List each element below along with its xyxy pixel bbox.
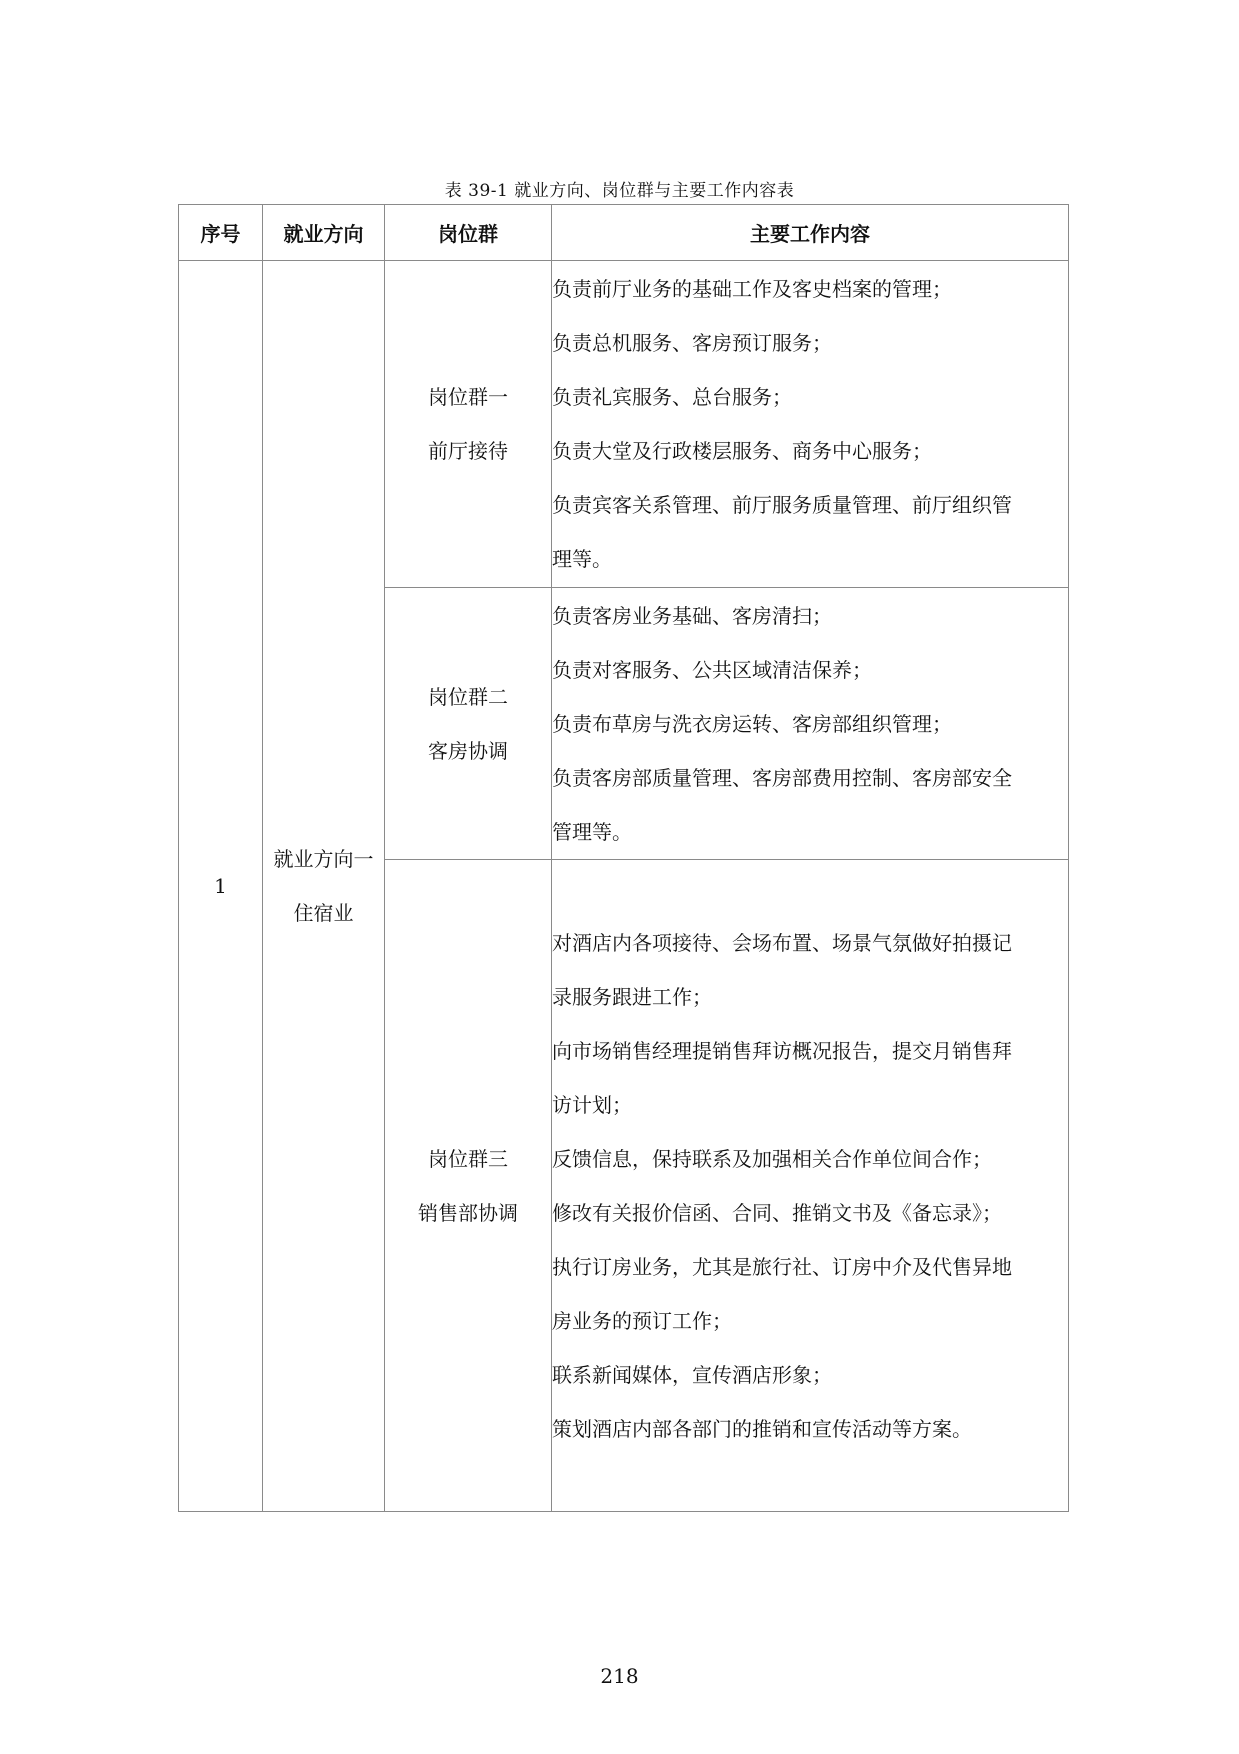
content-line: 访计划；	[552, 1092, 632, 1117]
group-cell	[385, 588, 552, 860]
header-row	[179, 205, 1069, 261]
header-content: 主要工作内容	[552, 205, 1069, 261]
content-line: 联系新闻媒体，宣传酒店形象；	[552, 1362, 832, 1387]
group-name-line: 岗位群一	[428, 385, 508, 409]
content-line: 反馈信息，保持联系及加强相关合作单位间合作；	[552, 1146, 992, 1171]
content-line: 理等。	[552, 547, 612, 571]
content-line: 负责总机服务、客房预订服务；	[552, 331, 832, 355]
content-line: 对酒店内各项接待、会场布置、场景气氛做好拍摄记	[552, 930, 1012, 955]
content-cell	[552, 588, 1069, 860]
content-line: 负责客房业务基础、客房清扫；	[552, 603, 832, 628]
content-cell	[552, 261, 1069, 588]
index-cell: 1	[179, 261, 263, 1512]
group-name-line: 销售部协调	[418, 1200, 518, 1225]
direction-cell	[263, 261, 385, 1512]
page-number: 218	[600, 1664, 639, 1688]
table-row	[179, 261, 1069, 588]
content-line: 负责布草房与洗衣房运转、客房部组织管理；	[552, 711, 952, 736]
job-table	[178, 204, 1069, 1512]
content-line: 向市场销售经理提销售拜访概况报告，提交月销售拜	[552, 1038, 1012, 1063]
group-name-line: 前厅接待	[428, 439, 508, 463]
group-name-line: 岗位群三	[428, 1146, 508, 1171]
group-name-line: 客房协调	[428, 738, 508, 763]
direction-line: 就业方向一	[273, 847, 374, 871]
content-line: 负责大堂及行政楼层服务、商务中心服务；	[552, 439, 932, 463]
content-line: 修改有关报价信函、合同、推销文书及《备忘录》；	[552, 1200, 1002, 1225]
group-name-line: 岗位群二	[428, 684, 508, 709]
header-index: 序号	[179, 205, 263, 261]
content-cell	[552, 860, 1069, 1512]
content-line: 负责客房部质量管理、客房部费用控制、客房部安全	[552, 765, 1012, 790]
content-line: 房业务的预订工作；	[552, 1308, 732, 1333]
group-cell	[385, 261, 552, 588]
group-cell	[385, 860, 552, 1512]
direction-line: 住宿业	[293, 901, 354, 925]
content-line: 管理等。	[552, 819, 632, 844]
content-line: 负责前厅业务的基础工作及客史档案的管理；	[552, 277, 952, 301]
content-line: 负责对客服务、公共区域清洁保养；	[552, 657, 872, 682]
header-group: 岗位群	[385, 205, 552, 261]
content-line: 录服务跟进工作；	[552, 984, 712, 1009]
content-line: 策划酒店内部各部门的推销和宣传活动等方案。	[552, 1416, 972, 1441]
content-line: 负责宾客关系管理、前厅服务质量管理、前厅组织管	[552, 493, 1012, 517]
table-caption: 表 39-1 就业方向、岗位群与主要工作内容表	[444, 181, 795, 201]
content-line: 执行订房业务，尤其是旅行社、订房中介及代售异地	[552, 1254, 1012, 1279]
header-direction: 就业方向	[263, 205, 385, 261]
content-line: 负责礼宾服务、总台服务；	[552, 385, 792, 409]
